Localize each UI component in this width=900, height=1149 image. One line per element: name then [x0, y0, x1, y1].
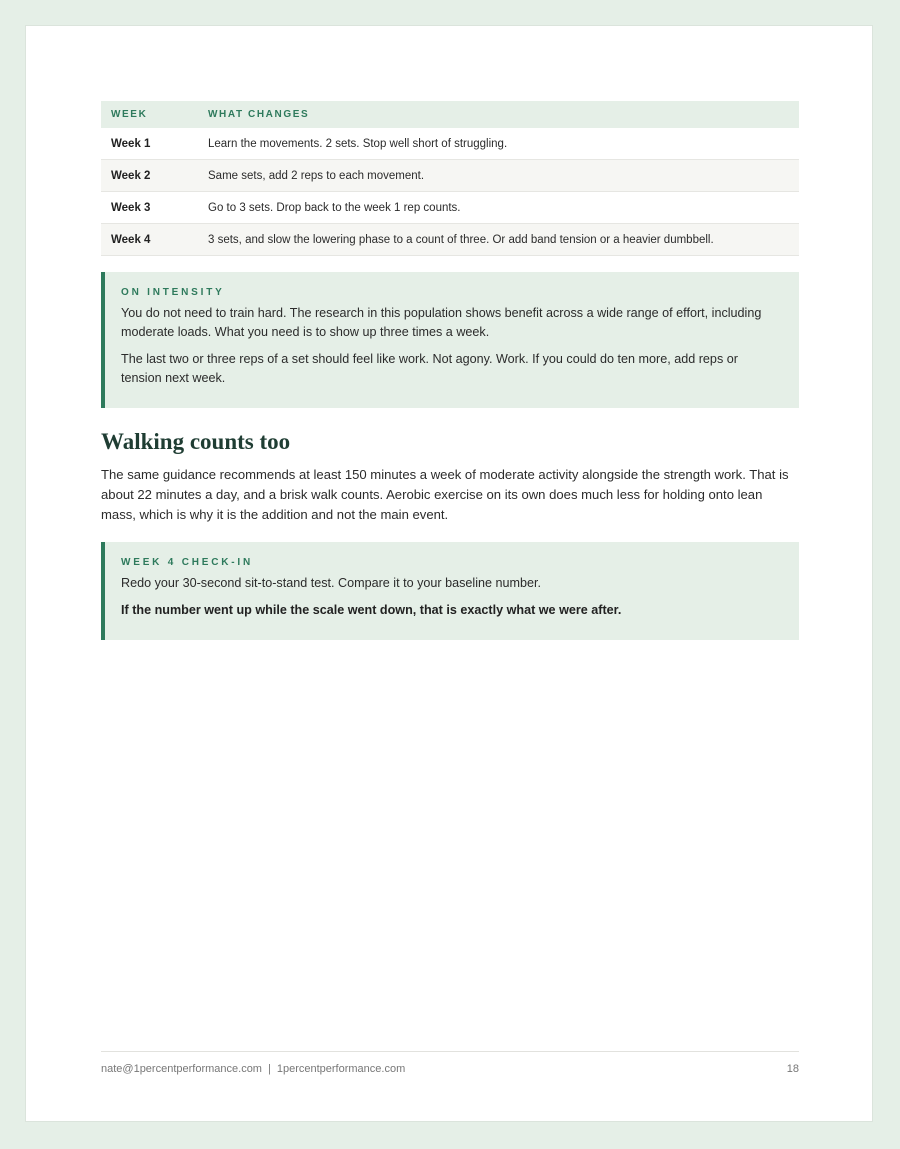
week-cell: Week 4: [101, 224, 198, 256]
callout-label: WEEK 4 CHECK-IN: [121, 557, 254, 568]
checkin-callout: [101, 542, 799, 640]
page-number: 18: [786, 1063, 799, 1075]
footer-separator: |: [267, 1063, 271, 1075]
page-footer: [101, 1051, 799, 1075]
change-cell: Go to 3 sets. Drop back to the week 1 rep counts.: [198, 192, 799, 224]
footer-website-link[interactable]: 1percentperformance.com: [276, 1063, 406, 1075]
table-row: [101, 192, 799, 224]
table-header-row: [101, 101, 799, 128]
footer-email-link[interactable]: nate@1percentperformance.com: [101, 1063, 262, 1075]
footer-contact: [101, 1063, 405, 1075]
column-header-week: WEEK: [101, 101, 198, 128]
table-row: [101, 160, 799, 192]
section-heading: Walking counts too: [101, 429, 291, 454]
page-content: [101, 101, 799, 640]
intensity-callout: [101, 272, 799, 408]
column-header-what-changes: WHAT CHANGES: [198, 101, 799, 128]
body-paragraph: The same guidance recommends at least 150 minutes a week of moderate activity alongside the strength work. That is about 22 minutes a day, and a brisk walk counts. Aerobic exercise on its own does much less for holding onto lean mass, which is why it is the addition and not the main event.: [101, 467, 789, 522]
change-cell: 3 sets, and slow the lowering phase to a count of three. Or add band tension or a heavier dumbbell.: [198, 224, 799, 256]
table-row: [101, 128, 799, 160]
document-page: [25, 25, 873, 1122]
callout-paragraph: The last two or three reps of a set should feel like work. Not agony. Work. If you could do ten more, add reps or tension next week.: [121, 352, 738, 385]
change-cell: Learn the movements. 2 sets. Stop well short of struggling.: [198, 128, 799, 160]
week-cell: Week 1: [101, 128, 198, 160]
callout-paragraph: Redo your 30-second sit-to-stand test. Compare it to your baseline number.: [121, 576, 542, 590]
change-cell: Same sets, add 2 reps to each movement.: [198, 160, 799, 192]
week-cell: Week 2: [101, 160, 198, 192]
table-row: [101, 224, 799, 256]
callout-label: ON INTENSITY: [121, 287, 225, 298]
callout-emphasis: If the number went up while the scale went down, that is exactly what we were after.: [121, 603, 622, 617]
callout-paragraph: You do not need to train hard. The research in this population shows benefit across a wide range of effort, including moderate loads. What you need is to show up three times a week.: [121, 306, 762, 339]
week-cell: Week 3: [101, 192, 198, 224]
weekly-progression-table: [101, 101, 799, 256]
